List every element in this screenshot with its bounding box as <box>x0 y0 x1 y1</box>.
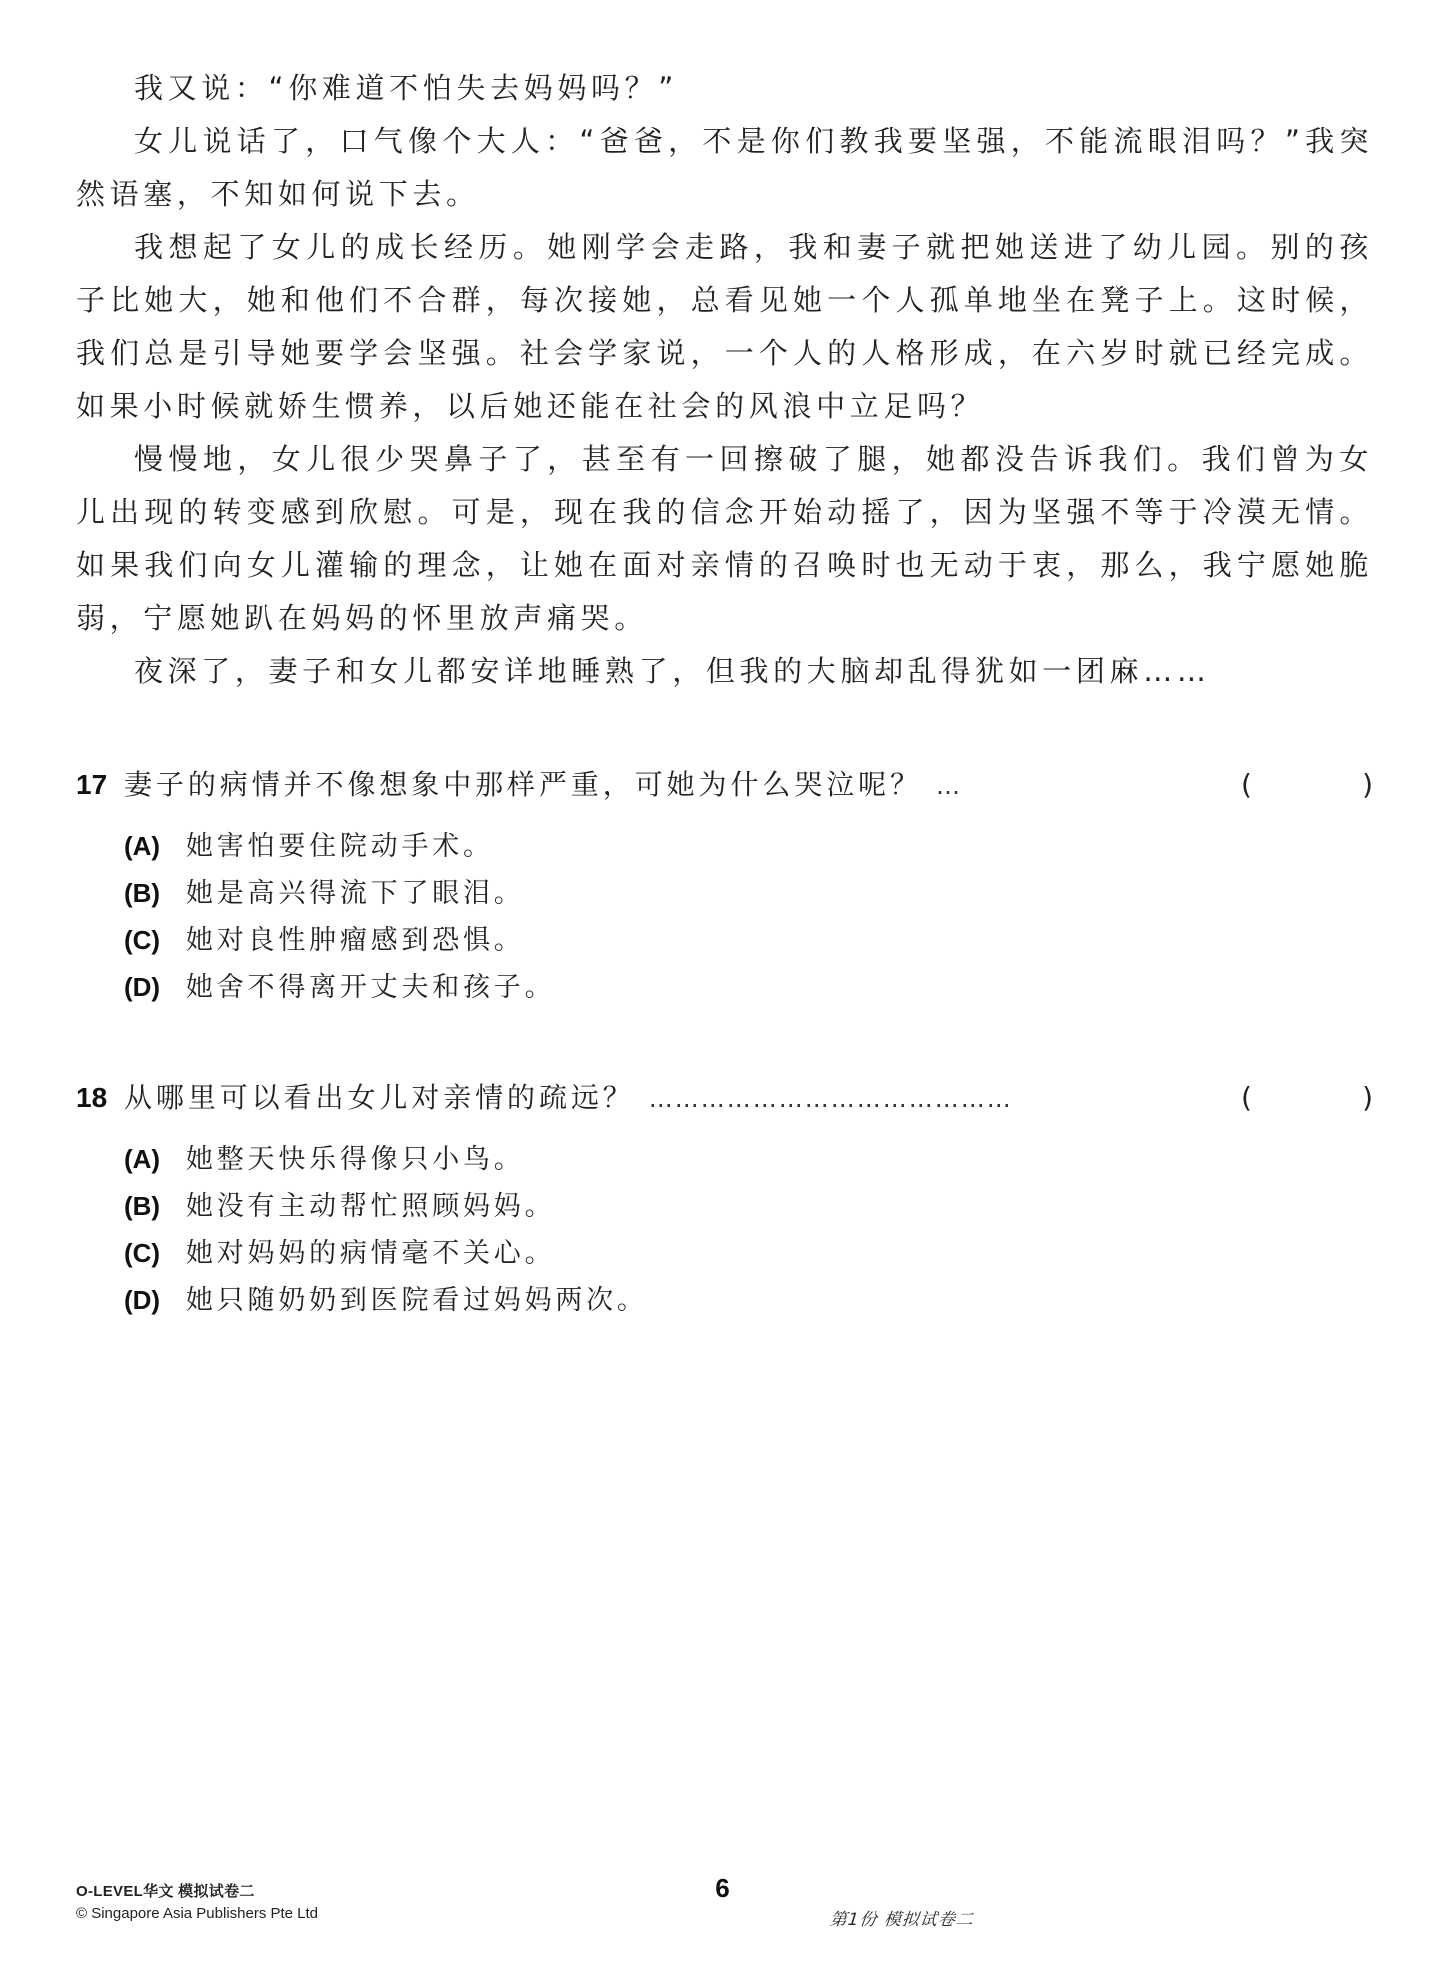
option-label: (C) <box>124 925 161 955</box>
footer-series-title: O-LEVEL华文 模拟试卷二 <box>76 1883 255 1900</box>
footer-copyright: © Singapore Asia Publishers Pte Ltd <box>76 1905 319 1922</box>
passage-paragraph: 夜深了，妻子和女儿都安详地睡熟了，但我的大脑却乱得犹如一团麻…… <box>134 654 1211 688</box>
option-c <box>124 1230 1373 1277</box>
option-text: 她没有主动帮忙照顾妈妈。 <box>186 1191 556 1222</box>
option-c <box>124 917 1373 964</box>
option-label: (D) <box>124 972 161 1002</box>
question-number: 18 <box>76 1082 108 1113</box>
answer-bracket <box>1241 1075 1373 1121</box>
question-18 <box>76 1075 1373 1324</box>
option-text: 她舍不得离开丈夫和孩子。 <box>186 972 556 1003</box>
question-number: 17 <box>76 769 108 800</box>
option-label: (A) <box>124 831 161 861</box>
option-b <box>124 1183 1373 1230</box>
option-label: (C) <box>124 1238 161 1268</box>
bracket-close: ) <box>1362 768 1373 801</box>
question-text: 从哪里可以看出女儿对亲情的疏远？ <box>124 1081 635 1114</box>
question-18-stem <box>76 1075 1373 1122</box>
passage-paragraph: 慢慢地，女儿很少哭鼻子了，甚至有一回擦破了腿，她都没告诉我们。我们曾为女儿出现的转变感到欣慰。可是，现在我的信念开始动摇了，因为坚强不等于冷漠无情。如果我们向女儿灌输的理念，让她在面对亲情的召唤时也无动于衷，那么，我宁愿她脆弱，宁愿她趴在妈妈的怀里放声痛哭。 <box>76 442 1373 635</box>
bracket-open: ( <box>1241 1081 1252 1114</box>
option-text: 她对妈妈的病情毫不关心。 <box>186 1238 556 1269</box>
bracket-close: ) <box>1362 1081 1373 1114</box>
question-17-stem <box>76 762 1373 809</box>
option-b <box>124 870 1373 917</box>
option-text: 她对良性肿瘤感到恐惧。 <box>186 925 525 956</box>
option-text: 她整天快乐得像只小鸟。 <box>186 1144 525 1175</box>
option-a <box>124 1136 1373 1183</box>
option-a <box>124 823 1373 870</box>
page-number: 6 <box>715 1873 730 1903</box>
question-17-options <box>76 823 1373 1011</box>
option-text: 她只随奶奶到医院看过妈妈两次。 <box>186 1285 648 1316</box>
option-label: (D) <box>124 1285 161 1315</box>
page-content <box>76 62 1373 1324</box>
option-text: 她害怕要住院动手术。 <box>186 831 494 862</box>
option-text: 她是高兴得流下了眼泪。 <box>186 878 525 909</box>
passage <box>76 62 1373 698</box>
option-label: (A) <box>124 1144 161 1174</box>
leader-dots: …………………………………… <box>648 1085 1013 1113</box>
footer-handwritten-note: 第1份 模拟试卷二 <box>828 1910 976 1930</box>
passage-paragraph: 我又说：“你难道不怕失去妈妈吗？” <box>134 71 678 105</box>
option-label: (B) <box>124 878 161 908</box>
option-label: (B) <box>124 1191 161 1221</box>
answer-bracket <box>1241 762 1373 808</box>
passage-paragraph: 我想起了女儿的成长经历。她刚学会走路，我和妻子就把她送进了幼儿园。别的孩子比她大，她和他们不合群，每次接她，总看见她一个人孤单地坐在凳子上。这时候，我们总是引导她要学会坚强。社会学家说，一个人的人格形成，在六岁时就已经完成。如果小时候就娇生惯养，以后她还能在社会的风浪中立足吗？ <box>76 230 1373 423</box>
bracket-open: ( <box>1241 768 1252 801</box>
option-d <box>124 1277 1373 1324</box>
question-text: 妻子的病情并不像想象中那样严重，可她为什么哭泣呢？ <box>124 768 923 801</box>
option-d <box>124 964 1373 1011</box>
passage-paragraph: 女儿说话了，口气像个大人：“爸爸，不是你们教我要坚强，不能流眼泪吗？”我突然语塞，不知如何说下去。 <box>76 124 1373 211</box>
question-18-options <box>76 1136 1373 1324</box>
question-17 <box>76 762 1373 1011</box>
leader-dots: … <box>936 772 963 800</box>
